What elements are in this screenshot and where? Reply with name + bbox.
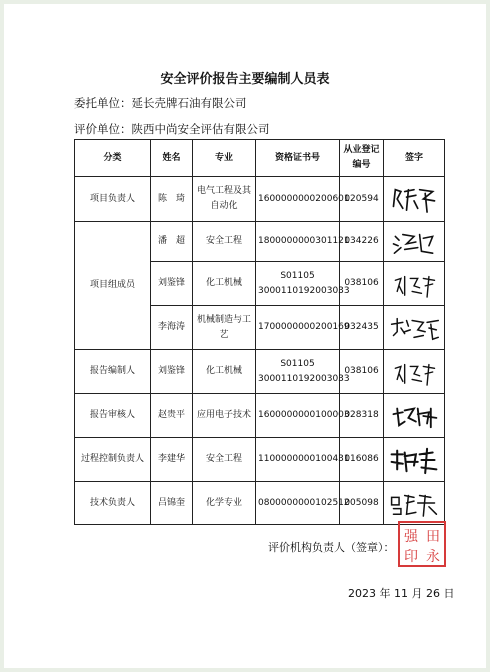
official-seal-stamp bbox=[397, 520, 447, 568]
signature-li-jianhua bbox=[384, 438, 445, 482]
cell-reg: 028318 bbox=[340, 394, 384, 438]
cell-reg: 016086 bbox=[340, 438, 384, 482]
signature-pan-chao bbox=[384, 222, 445, 262]
cell-name: 潘 超 bbox=[151, 222, 193, 262]
cell-cert: 1600000000200601 bbox=[256, 177, 340, 222]
table-row bbox=[75, 482, 445, 525]
evaluator-line: 评价单位：陕西中尚安全评估有限公司 bbox=[74, 122, 270, 136]
cell-major: 化工机械 bbox=[193, 262, 256, 306]
cell-cert: S01105 3000110192003033 bbox=[256, 262, 340, 306]
cell-reg: 034226 bbox=[340, 222, 384, 262]
cell-cert: S01105 3000110192003033 bbox=[256, 350, 340, 394]
cell-category: 报告编制人 bbox=[75, 350, 151, 394]
cell-category: 项目负责人 bbox=[75, 177, 151, 222]
document-title: 安全评价报告主要编制人员表 bbox=[160, 72, 330, 87]
table-row bbox=[75, 438, 445, 482]
cell-major: 化工机械 bbox=[193, 350, 256, 394]
cell-name: 吕锦奎 bbox=[151, 482, 193, 525]
svg-text:永: 永 bbox=[426, 549, 440, 565]
cell-category-members: 项目组成员 bbox=[75, 222, 151, 350]
header-signature: 签字 bbox=[384, 140, 445, 177]
table-header-row bbox=[75, 140, 445, 177]
signature-liu-jianfeng-2 bbox=[384, 350, 445, 394]
cell-reg: 020594 bbox=[340, 177, 384, 222]
document-date: 2023 年 11 月 26 日 bbox=[348, 587, 455, 600]
cell-cert: 1700000000200169 bbox=[256, 306, 340, 350]
header-major: 专业 bbox=[193, 140, 256, 177]
cell-major: 安全工程 bbox=[193, 222, 256, 262]
svg-text:强: 强 bbox=[404, 529, 418, 545]
signature-chen-qi bbox=[384, 177, 445, 222]
cell-name: 李建华 bbox=[151, 438, 193, 482]
signature-liu-jianfeng bbox=[384, 262, 445, 306]
table-row bbox=[75, 177, 445, 222]
cell-cert: 1800000000301121 bbox=[256, 222, 340, 262]
signature-lv-jinkui bbox=[384, 482, 445, 525]
cell-reg: 038106 bbox=[340, 350, 384, 394]
cell-reg: 032435 bbox=[340, 306, 384, 350]
header-category: 分类 bbox=[75, 140, 151, 177]
signatory-label: 评价机构负责人（签章）： bbox=[268, 541, 395, 554]
cell-name: 李海涛 bbox=[151, 306, 193, 350]
svg-text:田: 田 bbox=[426, 529, 440, 545]
cell-major: 应用电子技术 bbox=[193, 394, 256, 438]
signature-li-haitao bbox=[384, 306, 445, 350]
cell-name: 赵贵平 bbox=[151, 394, 193, 438]
cell-reg: 005098 bbox=[340, 482, 384, 525]
cell-cert: 0800000000102512 bbox=[256, 482, 340, 525]
cell-cert: 1100000000100431 bbox=[256, 438, 340, 482]
svg-text:印: 印 bbox=[404, 549, 418, 565]
header-name: 姓名 bbox=[151, 140, 193, 177]
table-row bbox=[75, 350, 445, 394]
cell-category: 技术负责人 bbox=[75, 482, 151, 525]
cell-category: 过程控制负责人 bbox=[75, 438, 151, 482]
cell-major: 机械制造与工艺 bbox=[193, 306, 256, 350]
cell-name: 刘鉴锋 bbox=[151, 350, 193, 394]
table-row bbox=[75, 394, 445, 438]
signature-zhao-guiping bbox=[384, 394, 445, 438]
cell-name: 陈 琦 bbox=[151, 177, 193, 222]
header-cert: 资格证书号 bbox=[256, 140, 340, 177]
cell-cert: 1600000000100003 bbox=[256, 394, 340, 438]
client-line: 委托单位：延长壳牌石油有限公司 bbox=[74, 96, 247, 110]
cell-major: 化学专业 bbox=[193, 482, 256, 525]
header-reg: 从业登记编号 bbox=[340, 140, 384, 177]
table-row bbox=[75, 222, 445, 262]
cell-category: 报告审核人 bbox=[75, 394, 151, 438]
cell-major: 电气工程及其自动化 bbox=[193, 177, 256, 222]
cell-reg: 038106 bbox=[340, 262, 384, 306]
cell-major: 安全工程 bbox=[193, 438, 256, 482]
cell-name: 刘鉴锋 bbox=[151, 262, 193, 306]
document-page bbox=[4, 4, 486, 668]
staff-table bbox=[74, 139, 445, 525]
